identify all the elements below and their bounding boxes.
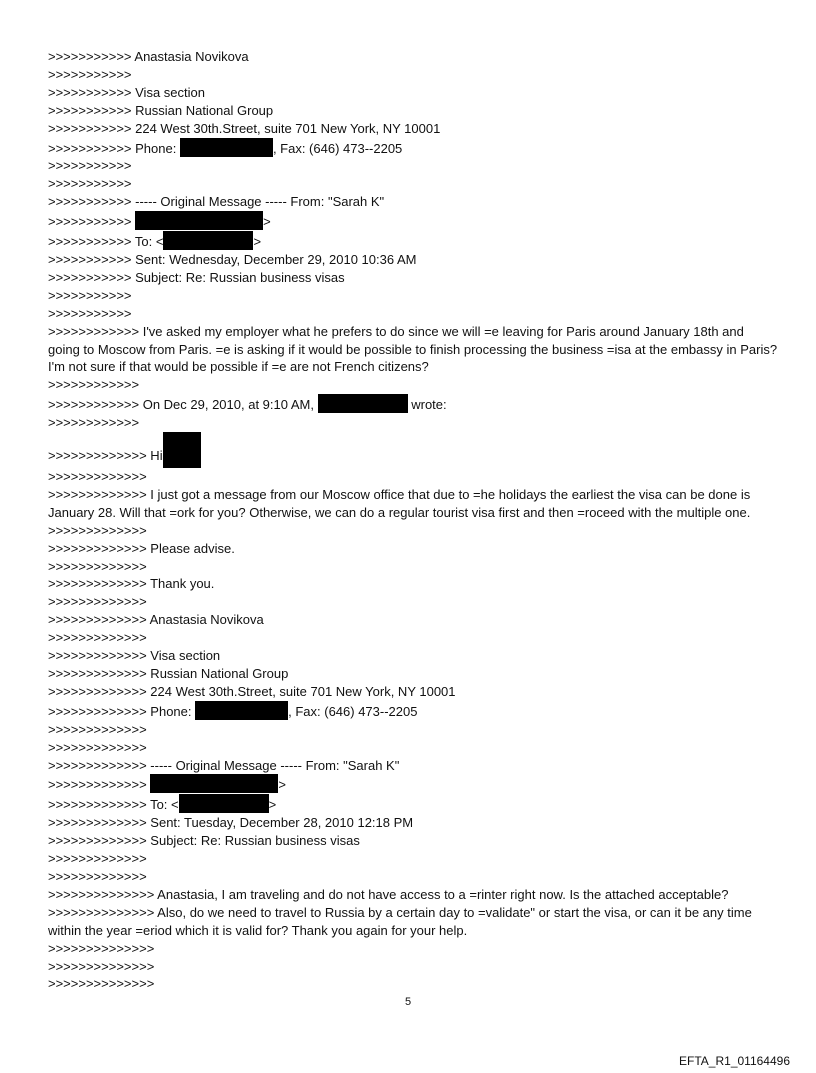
email-paragraph: >>>>>>>>>>>> I've asked my employer what he prefers to do since we will =e leaving for Paris around January 18th and going to Moscow from Paris. =e is asking if it would be possible to finish processing the business =isa at the embassy in Paris? I'm not sure if that would be possible if =e are not French citizens? bbox=[48, 323, 781, 375]
email-line: >>>>>>>>>>>> bbox=[48, 415, 140, 431]
email-thread-body bbox=[48, 48, 781, 993]
email-line: >>>>>>>>>>>>> Please advise. bbox=[48, 540, 235, 556]
email-line: >>>>>>>>>>>>>> Anastasia, I am traveling and do not have access to a =rinter right now. Is the attached acceptable? bbox=[48, 886, 729, 902]
email-line: >>>>>>>>>>> 224 West 30th.Street, suite 701 New York, NY 10001 bbox=[48, 120, 441, 136]
email-line-wrote bbox=[48, 394, 778, 414]
email-line: >>>>>>>>>>>>> bbox=[48, 558, 147, 574]
email-line: >>>>>>>>>>> Visa section bbox=[48, 84, 205, 100]
email-line: >>>>>>>>>>> Anastasia Novikova bbox=[48, 49, 249, 64]
redaction-box bbox=[163, 432, 201, 468]
email-line: >>>>>>>>>>> Russian National Group bbox=[48, 102, 274, 118]
email-line: >>>>>>>>>>>>> bbox=[48, 522, 147, 538]
email-line: >>>>>>>>>>>>> Russian National Group bbox=[48, 666, 289, 681]
line-text: , Fax: (646) 473--2205 bbox=[272, 140, 403, 156]
email-line: >>>>>>>>>>>>> Thank you. bbox=[48, 576, 215, 592]
email-line: >>>>>>>>>>> ----- Original Message ----- From: "Sarah K" bbox=[48, 194, 385, 210]
line-text: , Fax: (646) 473--2205 bbox=[288, 703, 418, 719]
line-text: > bbox=[253, 234, 262, 250]
email-line-phone bbox=[48, 138, 778, 158]
email-line-to-address bbox=[48, 794, 778, 814]
email-line: >>>>>>>>>>>>> ----- Original Message ----- From: "Sarah K" bbox=[48, 757, 400, 773]
line-text: wrote: bbox=[407, 397, 447, 413]
redaction-box bbox=[180, 138, 273, 157]
email-line: >>>>>>>>>>>>> bbox=[48, 868, 147, 884]
email-line: >>>>>>>>>>>>> Sent: Tuesday, December 28, 2010 12:18 PM bbox=[48, 815, 414, 831]
page-number: 5 bbox=[404, 996, 412, 1008]
email-line: >>>>>>>>>>> Subject: Re: Russian business visas bbox=[48, 269, 345, 285]
line-text: >>>>>>>>>>>>> Phone: bbox=[48, 703, 196, 719]
email-line-to-address bbox=[48, 231, 778, 251]
email-paragraph: >>>>>>>>>>>>> I just got a message from our Moscow office that due to =he holidays the earliest the visa can be done is January 28. Will that =ork for you? Otherwise, we can do a regular tourist visa first and then =roceed with the multiple one. bbox=[48, 486, 754, 520]
line-text: > bbox=[263, 214, 271, 230]
email-line-phone bbox=[48, 701, 778, 721]
email-line: >>>>>>>>>>>>>> bbox=[48, 958, 155, 974]
email-line: >>>>>>>>>>>>>> bbox=[48, 976, 155, 992]
email-line: >>>>>>>>>>>> bbox=[48, 377, 140, 393]
email-line: >>>>>>>>>>> Sent: Wednesday, December 29, 2010 10:36 AM bbox=[48, 251, 417, 267]
email-line-from-address bbox=[48, 774, 778, 794]
line-text: >>>>>>>>>>>>> Hi bbox=[48, 448, 163, 464]
email-line: >>>>>>>>>>>>> 224 West 30th.Street, suite 701 New York, NY 10001 bbox=[48, 683, 456, 699]
line-text: > bbox=[268, 797, 277, 813]
email-line: >>>>>>>>>>> bbox=[48, 287, 132, 303]
line-text: >>>>>>>>>>> Phone: bbox=[48, 140, 180, 156]
email-line: >>>>>>>>>>> bbox=[48, 305, 132, 321]
redaction-box bbox=[163, 231, 253, 250]
line-text: >>>>>>>>>>>>> bbox=[48, 777, 151, 793]
email-line: >>>>>>>>>>>>> bbox=[48, 721, 147, 737]
redaction-box bbox=[150, 774, 278, 793]
line-text: >>>>>>>>>>>>> To: < bbox=[48, 797, 179, 813]
email-line: >>>>>>>>>>>>> bbox=[48, 739, 147, 755]
email-line-greeting bbox=[48, 432, 778, 468]
email-line: >>>>>>>>>>>>> Subject: Re: Russian business visas bbox=[48, 833, 360, 849]
redaction-box bbox=[179, 794, 269, 813]
email-line: >>>>>>>>>>>>> Visa section bbox=[48, 648, 221, 664]
line-text: > bbox=[278, 777, 286, 793]
document-id: EFTA_R1_01164496 bbox=[679, 1054, 790, 1068]
line-text: >>>>>>>>>>> bbox=[48, 214, 136, 230]
email-line: >>>>>>>>>>> bbox=[48, 158, 132, 174]
redaction-box bbox=[195, 701, 288, 720]
line-text: >>>>>>>>>>> To: < bbox=[48, 234, 164, 250]
redaction-box bbox=[318, 394, 408, 413]
email-line: >>>>>>>>>>>>> bbox=[48, 469, 147, 485]
email-line-from-address bbox=[48, 211, 778, 231]
email-paragraph: >>>>>>>>>>>>>> Also, do we need to travel to Russia by a certain day to =validate" or start the visa, or can it be any time within the year =eriod which it is valid for? Thank you again for your help. bbox=[48, 904, 756, 938]
line-text: >>>>>>>>>>>> On Dec 29, 2010, at 9:10 AM, bbox=[48, 397, 318, 413]
email-line: >>>>>>>>>>>>> bbox=[48, 630, 147, 646]
email-line: >>>>>>>>>>>>> bbox=[48, 851, 147, 867]
redaction-box bbox=[135, 211, 263, 230]
email-line: >>>>>>>>>>> bbox=[48, 66, 132, 82]
email-line: >>>>>>>>>>> bbox=[48, 176, 132, 192]
email-line: >>>>>>>>>>>>> Anastasia Novikova bbox=[48, 612, 264, 628]
email-line: >>>>>>>>>>>>>> bbox=[48, 940, 155, 956]
email-line: >>>>>>>>>>>>> bbox=[48, 594, 147, 610]
